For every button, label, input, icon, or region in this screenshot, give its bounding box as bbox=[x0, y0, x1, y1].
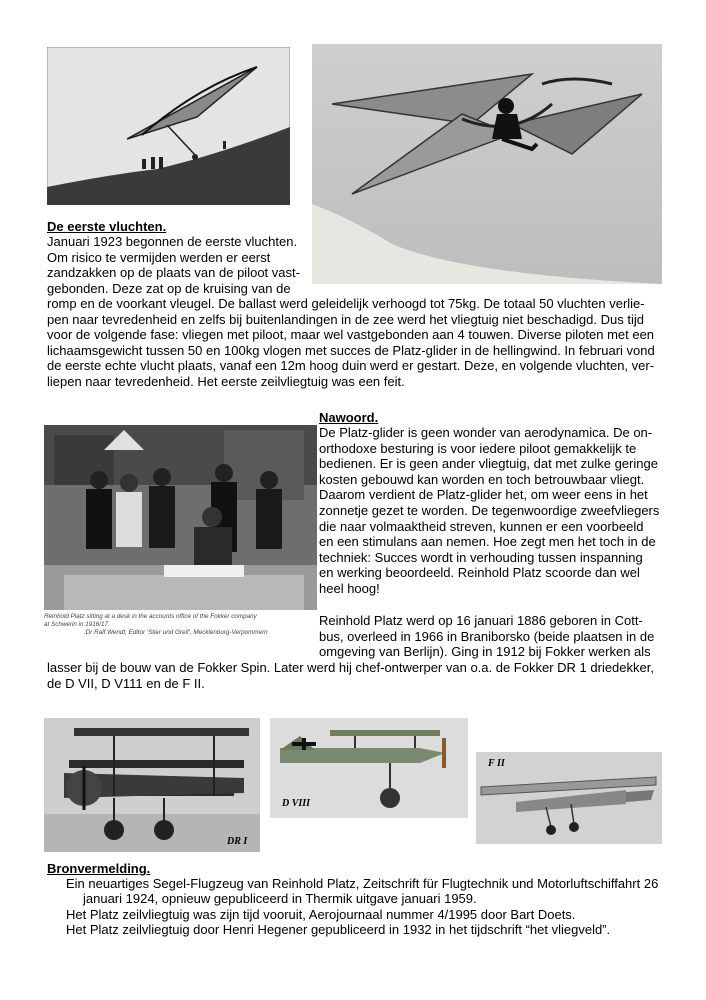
text-line: en een stimulans aan nemen. Hoe zegt men het toch in de bbox=[319, 534, 656, 550]
text-line: Daarom verdient de Platz-glider het, om weer eens in het bbox=[319, 487, 648, 503]
text-line: kosten gebouwd kan worden en toch betrouwbaar vliegt. bbox=[319, 471, 645, 487]
first-flights-full-text bbox=[47, 296, 662, 390]
text-line: bus, overleed in 1966 in Braniborsko (beide plaatsen in de bbox=[319, 628, 655, 644]
text-line: lichaamsgewicht tussen 50 en 100kg vlogen met succes de Platz-glider in de hellingwind. In februari vond bbox=[47, 342, 655, 358]
source-item: Het Platz zeilvliegtuig was zijn tijd vooruit, Aerojournaal nummer 4/1995 door Bart Doets. bbox=[66, 907, 576, 922]
text-line: en werking beoordeeld. Reinhold Platz scoorde dan wel bbox=[319, 565, 640, 581]
text-line: Januari 1923 begonnen de eerste vluchten. bbox=[47, 234, 298, 249]
text-line: liepen naar tevredenheid. Het eerste zeilvliegtuig was een feit. bbox=[47, 373, 405, 389]
photo-glider-hill bbox=[47, 47, 290, 205]
bio-full-text bbox=[47, 660, 662, 691]
text-line: Om risico te vermijden werden er eerst bbox=[47, 249, 271, 265]
text-line: zonnetje gezet te worden. De tegenwoordige zweefvliegers bbox=[319, 502, 660, 518]
text-line: de eerste echte vlucht plaats, vanaf een 12m hoog duin werd er gestart. Deze, en volgende vluchten, ver- bbox=[47, 358, 655, 374]
text-line: zandzakken op de plaats van de piloot vast- bbox=[47, 265, 300, 281]
text-line: techniek: Succes wordt in verhouding tussen inspanning bbox=[319, 549, 643, 565]
text-line: lasser bij de bouw van de Fokker Spin. Later werd hij chef-ontwerper van o.a. de Fokker DR 1 driedekker, bbox=[47, 660, 654, 675]
text-line: die naar volmaaktheid streven, kunnen er een voorbeeld bbox=[319, 518, 644, 534]
text-line: gebonden. Deze zat op de kruising van de bbox=[47, 280, 291, 296]
text-line: De Platz-glider is geen wonder van aerodynamica. De on- bbox=[319, 425, 653, 440]
caption-line: at Schwerin in 1916/17. bbox=[44, 621, 110, 628]
plane-label-f2: F II bbox=[488, 758, 505, 769]
sources-heading: Bronvermelding. bbox=[47, 861, 151, 876]
text-line: voor de volgende fase: vliegen met piloot, maar wel vastgebonden aan 4 touwen. Diverse piloten met een bbox=[47, 327, 655, 343]
photo-glider-pilot bbox=[312, 44, 662, 284]
text-line: Reinhold Platz werd op 16 januari 1886 geboren in Cott- bbox=[319, 613, 643, 628]
text-line: de D VII, D V111 en de F II. bbox=[47, 675, 205, 691]
caption-line: :Dr Ralf Wendt, Editor 'Stier und Greif', Mecklenburg-Verpommern bbox=[84, 629, 268, 636]
source-item: Ein neuartiges Segel-Flugzeug van Reinhold Platz, Zeitschrift für Flugtechnik und Motorluftschiffahrt 26 bbox=[66, 876, 659, 891]
source-item: Het Platz zeilvliegtuig door Henri Hegener gepubliceerd in 1932 in het tijdschrift “het vliegveld”. bbox=[66, 922, 611, 937]
photo-fokker-dr1 bbox=[44, 718, 260, 852]
nawoord-heading: Nawoord. bbox=[319, 410, 379, 425]
caption-line: Reinhold Platz sitting at a desk in the accounts office of the Fokker company bbox=[44, 613, 257, 620]
first-flights-heading: De eerste vluchten. bbox=[47, 219, 167, 234]
bio-side-text bbox=[319, 613, 664, 660]
text-line: heel hoog! bbox=[319, 580, 380, 596]
source-item: januari 1924, opnieuw gepubliceerd in Thermik uitgave januari 1959. bbox=[83, 891, 477, 906]
nawoord-text bbox=[319, 425, 664, 597]
text-line: romp en de voorkant vleugel. De ballast werd geleidelijk verhoogd tot 75kg. De totaal 50 vluchten verlie- bbox=[47, 296, 645, 311]
photo-office-platz bbox=[44, 425, 317, 610]
photo-caption bbox=[44, 613, 334, 637]
text-line: bedienen. Er is geen ander vliegtuig, dat met zulke geringe bbox=[319, 456, 658, 472]
plane-label-dr1: DR I bbox=[227, 836, 248, 847]
photo-fokker-dviii bbox=[270, 718, 468, 818]
text-line: orthodoxe besturing is voor iedere piloot gemakkelijk te bbox=[319, 440, 637, 456]
text-line: pen naar tevredenheid en zelfs bij buitenlandingen in de zee werd het vliegtuig niet beschadigd. Dus tijd bbox=[47, 311, 644, 327]
text-line: omgeving van Berlijn). Ging in 1912 bij Fokker werken als bbox=[319, 644, 651, 660]
first-flights-side-text bbox=[47, 234, 309, 296]
plane-label-dviii: D VIII bbox=[282, 798, 311, 809]
photo-fokker-f2 bbox=[476, 752, 662, 844]
